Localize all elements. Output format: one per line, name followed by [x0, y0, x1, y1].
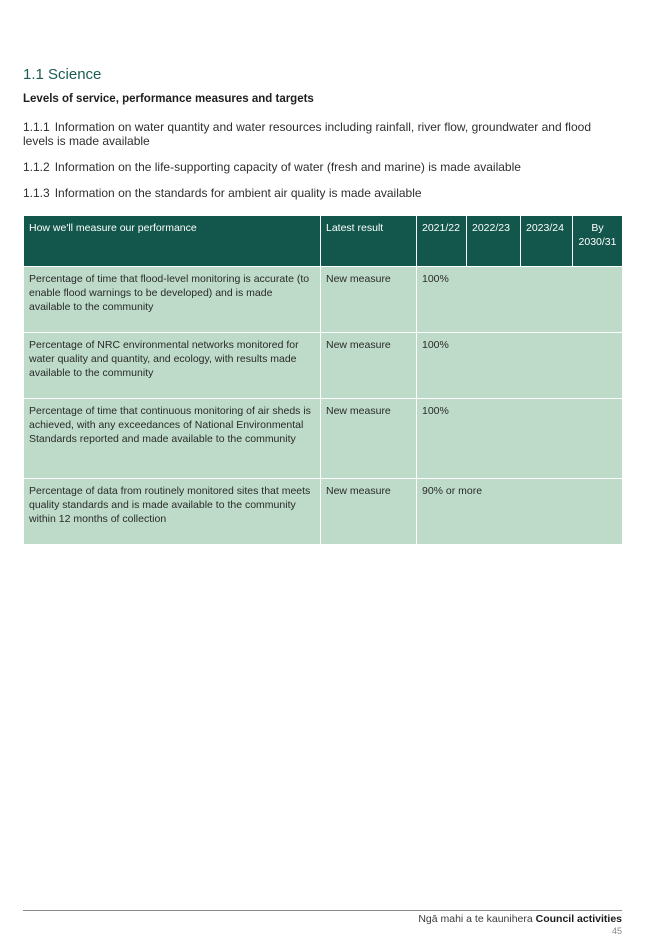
level-of-service-item	[23, 186, 623, 200]
header-2022-23: 2022/23	[467, 216, 521, 267]
target-cell: 100%	[417, 399, 623, 479]
levels-of-service-list	[23, 120, 623, 200]
section-subheading: Levels of service, performance measures and targets	[23, 93, 314, 105]
level-of-service-text: Information on the standards for ambient air quality is made available	[54, 186, 422, 200]
latest-result-cell: New measure	[321, 333, 417, 399]
table-row	[24, 399, 623, 479]
footer-section-name: Council activities	[535, 913, 622, 925]
header-latest-result: Latest result	[321, 216, 417, 267]
table-row	[24, 333, 623, 399]
section-title: 1.1 Science	[23, 66, 102, 83]
footer-divider	[23, 910, 622, 911]
measure-cell: Percentage of data from routinely monitored sites that meets quality standards and is made available to the community within 12 months of collection	[24, 479, 321, 545]
header-by-2030-31: By 2030/31	[573, 216, 623, 267]
level-of-service-number: 1.1.2	[23, 160, 50, 174]
measure-cell: Percentage of time that flood-level monitoring is accurate (to enable flood warnings to be developed) and is made available to the community	[24, 267, 321, 333]
footer-label	[418, 913, 622, 925]
measure-cell: Percentage of NRC environmental networks monitored for water quality and quantity, and ecology, with results made available to the community	[24, 333, 321, 399]
latest-result-cell: New measure	[321, 399, 417, 479]
target-cell: 90% or more	[417, 479, 623, 545]
footer-maori-label: Ngā mahi a te kaunihera	[418, 913, 533, 925]
table-row	[24, 479, 623, 545]
table-header-row	[24, 216, 623, 267]
target-cell: 100%	[417, 333, 623, 399]
latest-result-cell: New measure	[321, 479, 417, 545]
header-measure: How we'll measure our performance	[24, 216, 321, 267]
header-2021-22: 2021/22	[417, 216, 467, 267]
latest-result-cell: New measure	[321, 267, 417, 333]
level-of-service-number: 1.1.3	[23, 186, 50, 200]
table-row	[24, 267, 623, 333]
level-of-service-text: Information on the life-supporting capacity of water (fresh and marine) is made available	[54, 160, 521, 174]
level-of-service-text: Information on water quantity and water resources including rainfall, river flow, groundwater and flood levels is made available	[23, 120, 591, 148]
level-of-service-item	[23, 160, 623, 174]
performance-measures-table	[23, 215, 623, 545]
measure-cell: Percentage of time that continuous monitoring of air sheds is achieved, with any exceedances of National Environmental Standards reported and made available to the community	[24, 399, 321, 479]
page-number: 45	[611, 926, 622, 936]
level-of-service-item	[23, 120, 623, 148]
header-2023-24: 2023/24	[521, 216, 573, 267]
target-cell: 100%	[417, 267, 623, 333]
level-of-service-number: 1.1.1	[23, 120, 50, 134]
